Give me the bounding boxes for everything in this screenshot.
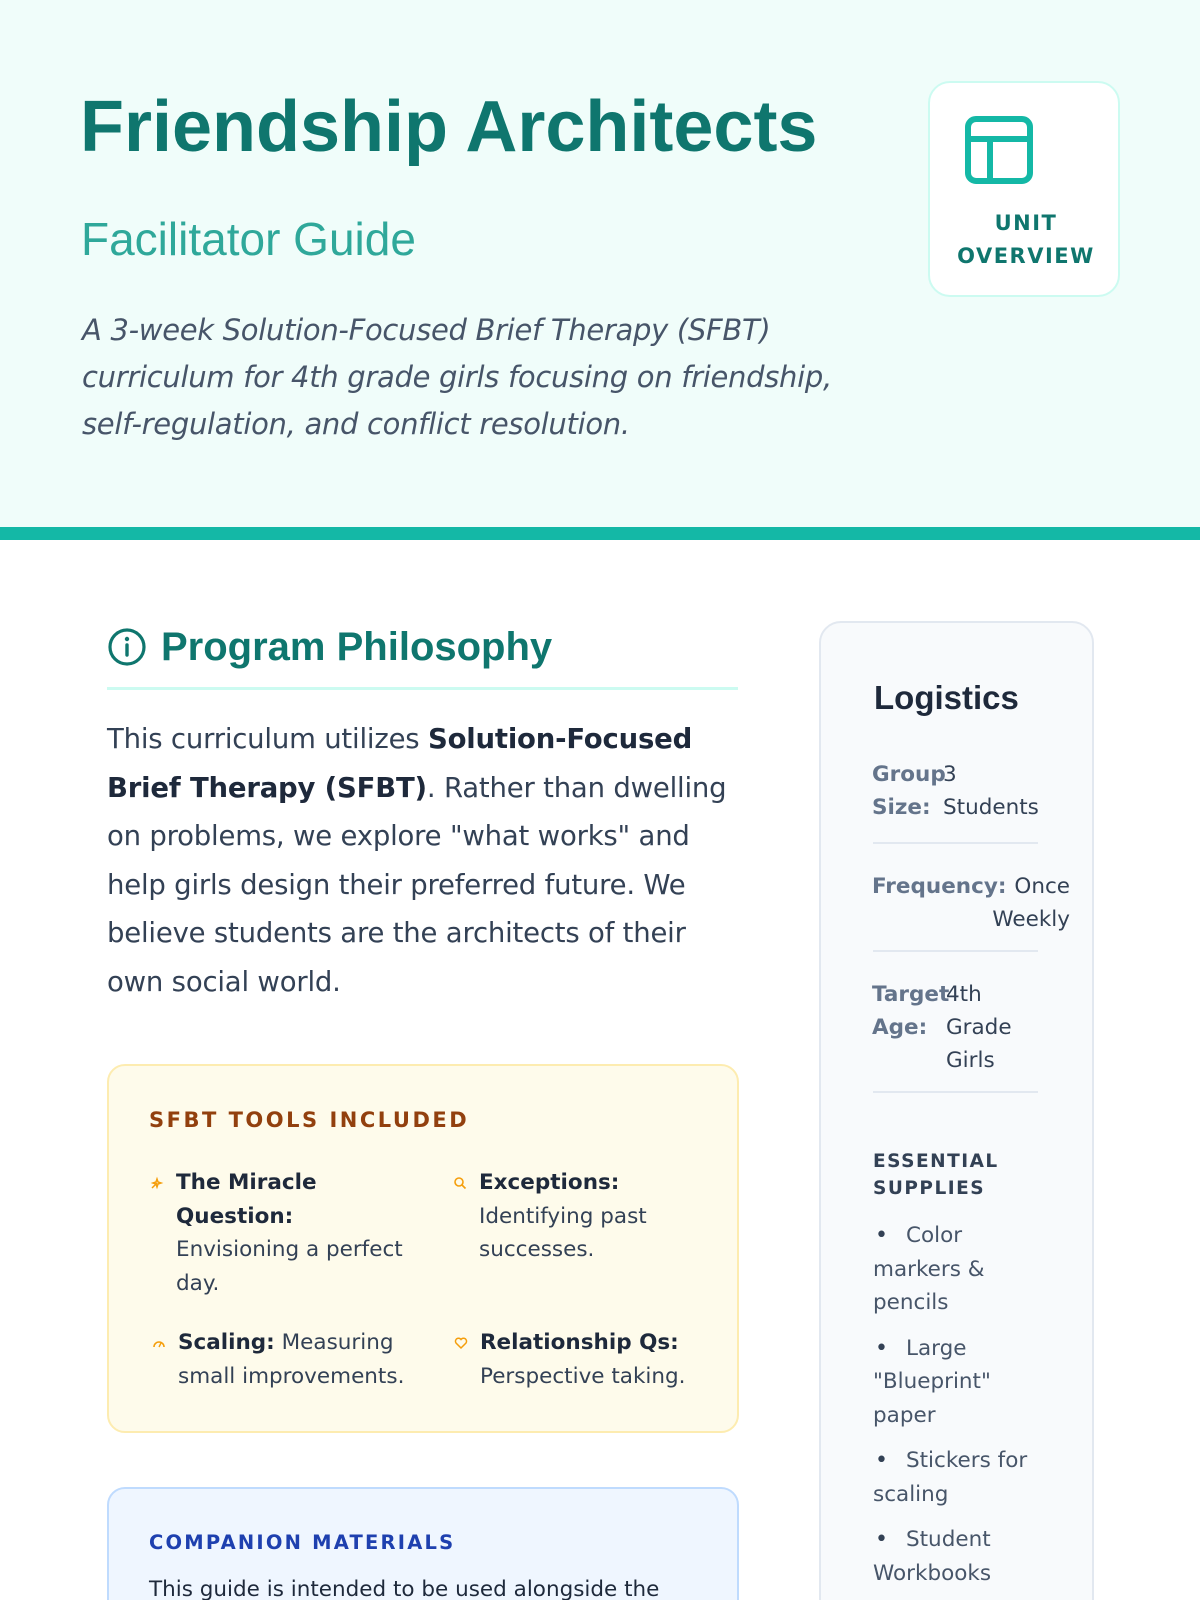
logistics-title: Logistics	[874, 679, 1019, 716]
info-icon	[107, 627, 147, 667]
frequency-value: Once Weekly	[992, 874, 1070, 932]
companion-materials-box	[107, 1487, 739, 1600]
tool-desc: Measuring small improvements.	[178, 1330, 405, 1389]
tool-name: Scaling:	[178, 1330, 275, 1355]
heart-icon	[454, 1336, 468, 1350]
layout-icon	[964, 115, 1034, 185]
philosophy-text-bold: Solution-Focused Brief Therapy (SFBT)	[107, 723, 693, 804]
tool-item	[479, 1166, 719, 1267]
tool-desc: Envisioning a perfect day.	[176, 1237, 403, 1296]
group-size-value: 3 Students	[943, 762, 1039, 820]
tool-name: The Miracle Question:	[176, 1170, 317, 1229]
sparkle-icon	[150, 1176, 164, 1190]
supplies-list	[873, 1219, 1053, 1600]
target-age-value: 4th Grade Girls	[946, 982, 1012, 1073]
sfbt-tools-box	[107, 1064, 739, 1433]
philosophy-text-after: . Rather than dwelling on problems, we explore "what works" and help girls design their preferred future. We believe students are the architects of their own social world.	[107, 771, 727, 998]
supply-item: • Large "Blueprint" paper	[873, 1332, 1053, 1433]
header-accent-bar	[0, 527, 1200, 540]
tool-name: Relationship Qs:	[480, 1330, 679, 1355]
page-title: Friendship Architects	[80, 87, 818, 167]
supply-item: • Stickers for scaling	[873, 1444, 1053, 1511]
philosophy-text-before: This curriculum utilizes	[107, 723, 428, 755]
group-size-stat	[872, 758, 1043, 824]
companion-text: This guide is intended to be used alongside the	[149, 1577, 660, 1600]
badge-label	[930, 207, 1122, 273]
badge-label-line1: UNIT	[994, 211, 1058, 235]
stat-divider	[873, 1091, 1038, 1093]
stat-divider	[873, 950, 1038, 952]
badge-label-line2: OVERVIEW	[957, 244, 1095, 268]
gauge-icon	[152, 1336, 166, 1350]
magnifier-icon	[453, 1176, 467, 1190]
tools-heading: SFBT TOOLS INCLUDED	[149, 1108, 470, 1132]
target-age-label: Target Age:	[872, 982, 950, 1040]
tool-item	[176, 1166, 416, 1300]
supply-item: • Student Workbooks	[873, 1523, 1053, 1590]
supply-item: • Color markers & pencils	[873, 1219, 1053, 1320]
intro-text: A 3-week Solution-Focused Brief Therapy (SFBT) curriculum for 4th grade girls focusing on friendship, self-regulation, and conflict resolution.	[82, 313, 832, 441]
target-age-stat	[872, 978, 1016, 1077]
stat-divider	[873, 842, 1038, 844]
tool-desc: Perspective taking.	[480, 1363, 686, 1389]
philosophy-text	[107, 715, 747, 1006]
companion-heading: COMPANION MATERIALS	[149, 1531, 456, 1554]
unit-overview-badge	[928, 81, 1120, 297]
page-subtitle: Facilitator Guide	[81, 213, 416, 265]
frequency-label: Frequency:	[872, 874, 1007, 899]
tool-item	[178, 1326, 418, 1393]
philosophy-title: Program Philosophy	[161, 624, 553, 669]
group-size-label: Group Size:	[872, 762, 946, 820]
frequency-stat	[872, 870, 1070, 936]
philosophy-heading	[107, 622, 552, 672]
section-divider	[107, 687, 738, 690]
tool-desc: Identifying past successes.	[479, 1203, 647, 1262]
tool-name: Exceptions:	[479, 1170, 620, 1195]
supplies-heading: ESSENTIAL SUPPLIES	[873, 1151, 999, 1199]
tool-item	[480, 1326, 720, 1393]
